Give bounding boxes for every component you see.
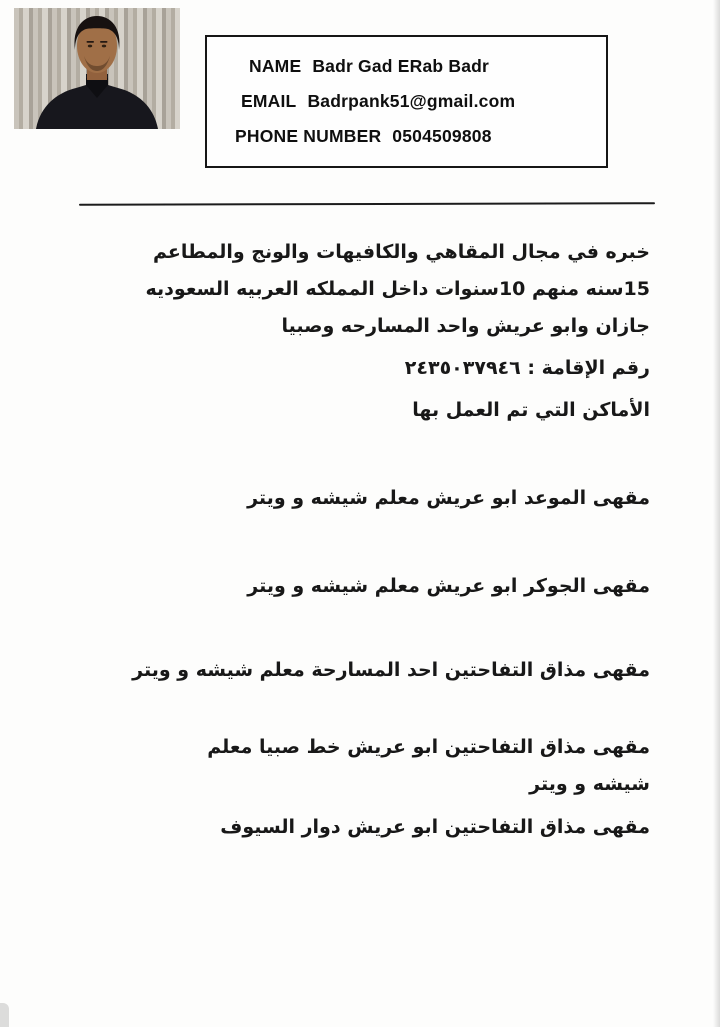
workplace-item-1: مقهى الموعد ابو عريش معلم شيشه و ويتر (247, 487, 650, 509)
experience-line-1: خبره في مجال المقاهي والكافيهات والونج والمطاعم (152, 241, 650, 263)
experience-summary (64, 234, 650, 345)
experience-line-3: جازان وابو عريش واحد المسارحه وصبيا (281, 315, 650, 337)
applicant-portrait-illustration (14, 8, 180, 129)
workplaces-heading: الأماكن التي تم العمل بها (412, 399, 650, 421)
workplace-item-3: مقهى مذاق التفاحتين احد المسارحة معلم شيشه و ويتر (132, 659, 650, 681)
horizontal-divider (79, 202, 655, 206)
contact-info-box (205, 35, 608, 168)
experience-line-2: 15سنه منهم 10سنوات داخل المملكه العربيه السعوديه (145, 278, 650, 300)
name-row (235, 56, 598, 77)
residence-number-line: رقم الإقامة : ٢٤٣٥٠٣٧٩٤٦ (404, 357, 650, 379)
email-value: Badrpank51@gmail.com (307, 91, 516, 111)
workplace-item-4: مقهى مذاق التفاحتين ابو عريش خط صبيا معلم شيشه و ويتر (207, 736, 650, 795)
name-label: NAME (249, 56, 302, 76)
phone-label: PHONE NUMBER (235, 126, 382, 146)
workplace-item-2: مقهى الجوكر ابو عريش معلم شيشه و ويتر (247, 575, 650, 597)
cv-body-arabic (64, 234, 650, 846)
applicant-photo (14, 8, 180, 129)
name-value: Badr Gad ERab Badr (312, 56, 490, 76)
email-label: EMAIL (241, 91, 297, 111)
scan-edge-artifact (713, 0, 720, 1027)
workplace-item-5: مقهى مذاق التفاحتين ابو عريش دوار السيوف (220, 816, 650, 838)
phone-row (235, 126, 598, 147)
scan-corner-artifact (0, 1003, 9, 1027)
phone-value: 0504509808 (392, 126, 492, 146)
email-row (235, 91, 598, 112)
